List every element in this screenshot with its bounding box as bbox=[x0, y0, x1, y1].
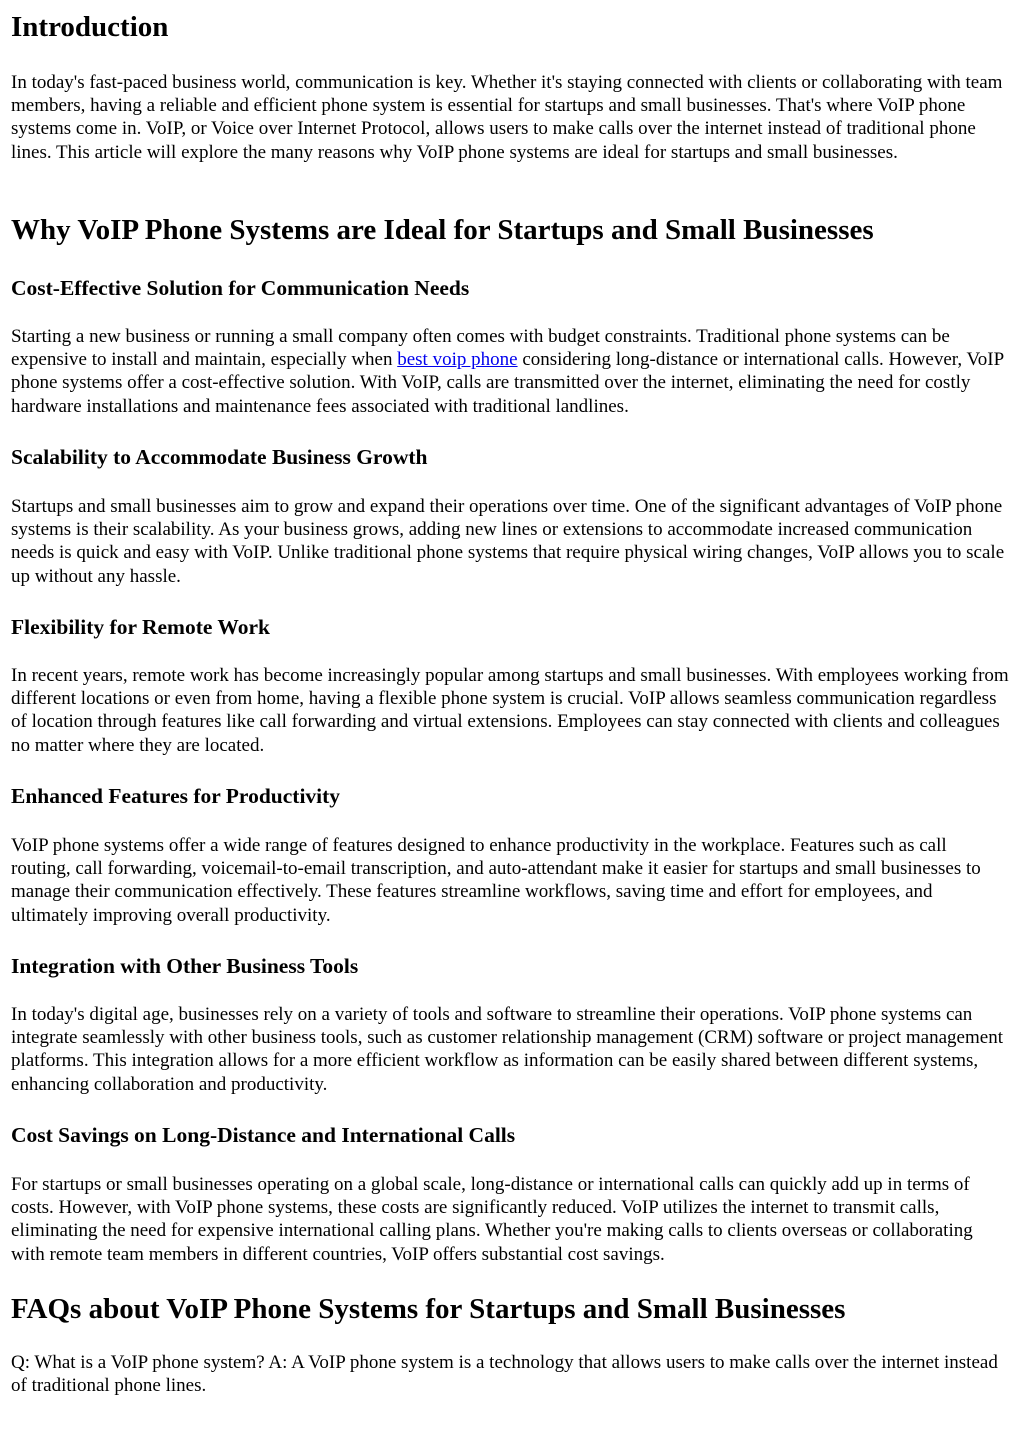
section-heading-scalability: Scalability to Accommodate Business Growth bbox=[11, 445, 428, 469]
intro-heading: Introduction bbox=[11, 11, 169, 43]
section-paragraph-productivity: VoIP phone systems offer a wide range of features designed to enhance productivity in the workplace. Features such as call routing, call forwarding, voicemail-to-email transcription, and auto-attendant make it easier for startups and small businesses to manage their communication effectively. These features streamline workflows, saving time and effort for employees, and ultimately improving overall productivity. bbox=[11, 835, 981, 926]
section-heading-cost-effective: Cost-Effective Solution for Communication Needs bbox=[11, 276, 470, 300]
intro-paragraph: In today's fast-paced business world, communication is key. Whether it's staying connected with clients or collaborating with team members, having a reliable and efficient phone system is essential for startups and small businesses. That's where VoIP phone systems come in. VoIP, or Voice over Internet Protocol, allows users to make calls over the internet instead of traditional phone lines. This article will explore the many reasons why VoIP phone systems are ideal for startups and small businesses. bbox=[11, 72, 1003, 163]
section-heading-remote-work: Flexibility for Remote Work bbox=[11, 615, 270, 639]
paragraph-text-after-link: considering long-distance or international calls. However, VoIP phone systems offer a cost-effective solution. With VoIP, calls are transmitted over the internet, eliminating the need for costly hardware installations and maintenance fees associated with traditional landlines. bbox=[11, 349, 1004, 417]
section-paragraph-integration: In today's digital age, businesses rely on a variety of tools and software to streamline their operations. VoIP phone systems can integrate seamlessly with other business tools, such as customer relationship management (CRM) software or project management platforms. This integration allows for a more efficient workflow as information can be easily shared between different systems, enhancing collaboration and productivity. bbox=[11, 1004, 1003, 1095]
section-paragraph-cost-savings: For startups or small businesses operating on a global scale, long-distance or international calls can quickly add up in terms of costs. However, with VoIP phone systems, these costs are significantly reduced. VoIP utilizes the internet to transmit calls, eliminating the need for expensive international calling plans. Whether you're making calls to clients overseas or collaborating with remote team members in different countries, VoIP offers substantial cost savings. bbox=[11, 1174, 973, 1265]
paragraph-text-before-link: Starting a new business or running a small company often comes with budget constraints. Traditional phone systems can be expensive to install and maintain, especially when bbox=[11, 326, 950, 371]
section-heading-cost-savings: Cost Savings on Long-Distance and International Calls bbox=[11, 1123, 516, 1147]
section-paragraph-remote-work: In recent years, remote work has become increasingly popular among startups and small businesses. With employees working from different locations or even from home, having a flexible phone system is crucial. VoIP allows seamless communication regardless of location through features like call forwarding and virtual extensions. Employees can stay connected with clients and colleagues no matter where they are located. bbox=[11, 665, 1009, 756]
why-heading: Why VoIP Phone Systems are Ideal for Startups and Small Businesses bbox=[11, 214, 874, 246]
faqs-heading: FAQs about VoIP Phone Systems for Startups and Small Businesses bbox=[11, 1293, 846, 1325]
section-heading-productivity: Enhanced Features for Productivity bbox=[11, 784, 341, 808]
section-paragraph-scalability: Startups and small businesses aim to grow and expand their operations over time. One of the significant advantages of VoIP phone systems is their scalability. As your business grows, adding new lines or extensions to accommodate increased communication needs is quick and easy with VoIP. Unlike traditional phone systems that require physical wiring changes, VoIP allows you to scale up without any hassle. bbox=[11, 496, 1005, 587]
faqs-paragraph: Q: What is a VoIP phone system? A: A VoIP phone system is a technology that allows users to make calls over the internet instead of traditional phone lines. bbox=[11, 1352, 998, 1397]
best-voip-phone-link[interactable]: best voip phone bbox=[397, 349, 518, 371]
section-paragraph-cost-effective bbox=[11, 325, 1009, 418]
section-heading-integration: Integration with Other Business Tools bbox=[11, 954, 359, 978]
